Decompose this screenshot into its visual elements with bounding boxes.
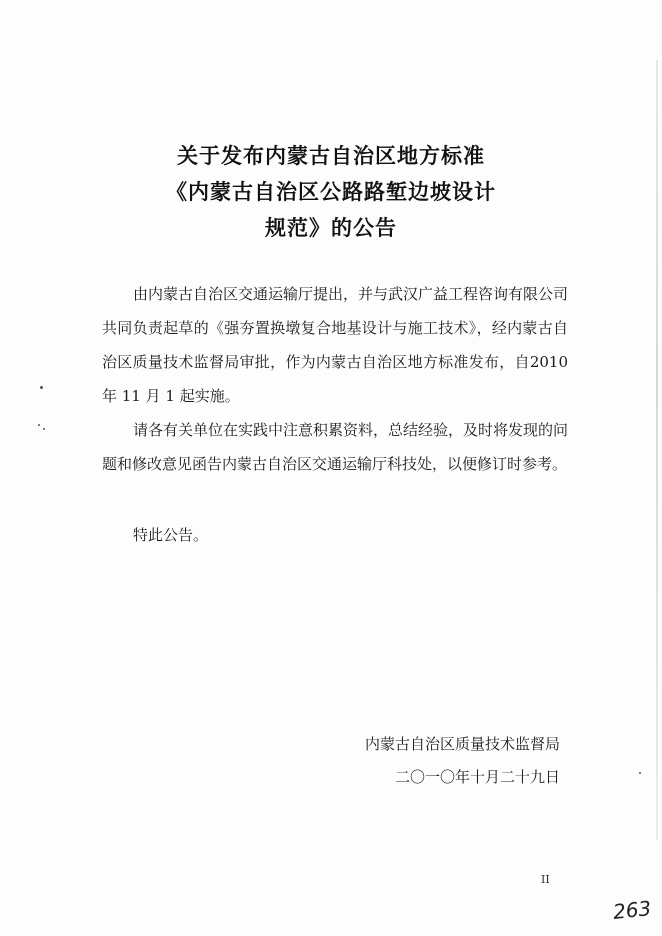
paragraph-2-text: 请各有关单位在实践中注意积累资料，总结经验，及时将发现的问题和修改意见函告内蒙古自治区交通运输厅科技处，以便修订时参考。: [102, 421, 569, 473]
page-number: II: [541, 873, 550, 886]
title-line-3: 规范》的公告: [265, 216, 397, 240]
issue-date: 二〇一〇年十月二十九日: [394, 768, 560, 786]
scan-speck: [639, 772, 641, 774]
scan-speck: [43, 428, 45, 430]
paragraph-3-text: 特此公告。: [133, 526, 209, 544]
title-line-2: 《内蒙古自治区公路路堑边坡设计: [166, 180, 496, 204]
body-paragraph-1: [102, 277, 568, 413]
paragraph-1-text: 由内蒙古自治区交通运输厅提出，并与武汉广益工程咨询有限公司共同负责起草的《强夯置换墩复合地基设计与施工技术》，经内蒙古自治区质量技术监督局审批，作为内蒙古自治区地方标准发布，自2010 年 11 月 1 起实施。: [102, 285, 569, 405]
body-paragraph-2: [102, 413, 568, 481]
body-paragraph-3: [102, 518, 568, 552]
title-line-1: 关于发布内蒙古自治区地方标准: [177, 144, 485, 168]
scan-speck: [38, 424, 40, 426]
issuing-organization: 内蒙古自治区质量技术监督局: [364, 735, 560, 753]
handwritten-page-number: 263: [611, 896, 653, 924]
scan-speck: [40, 386, 43, 389]
